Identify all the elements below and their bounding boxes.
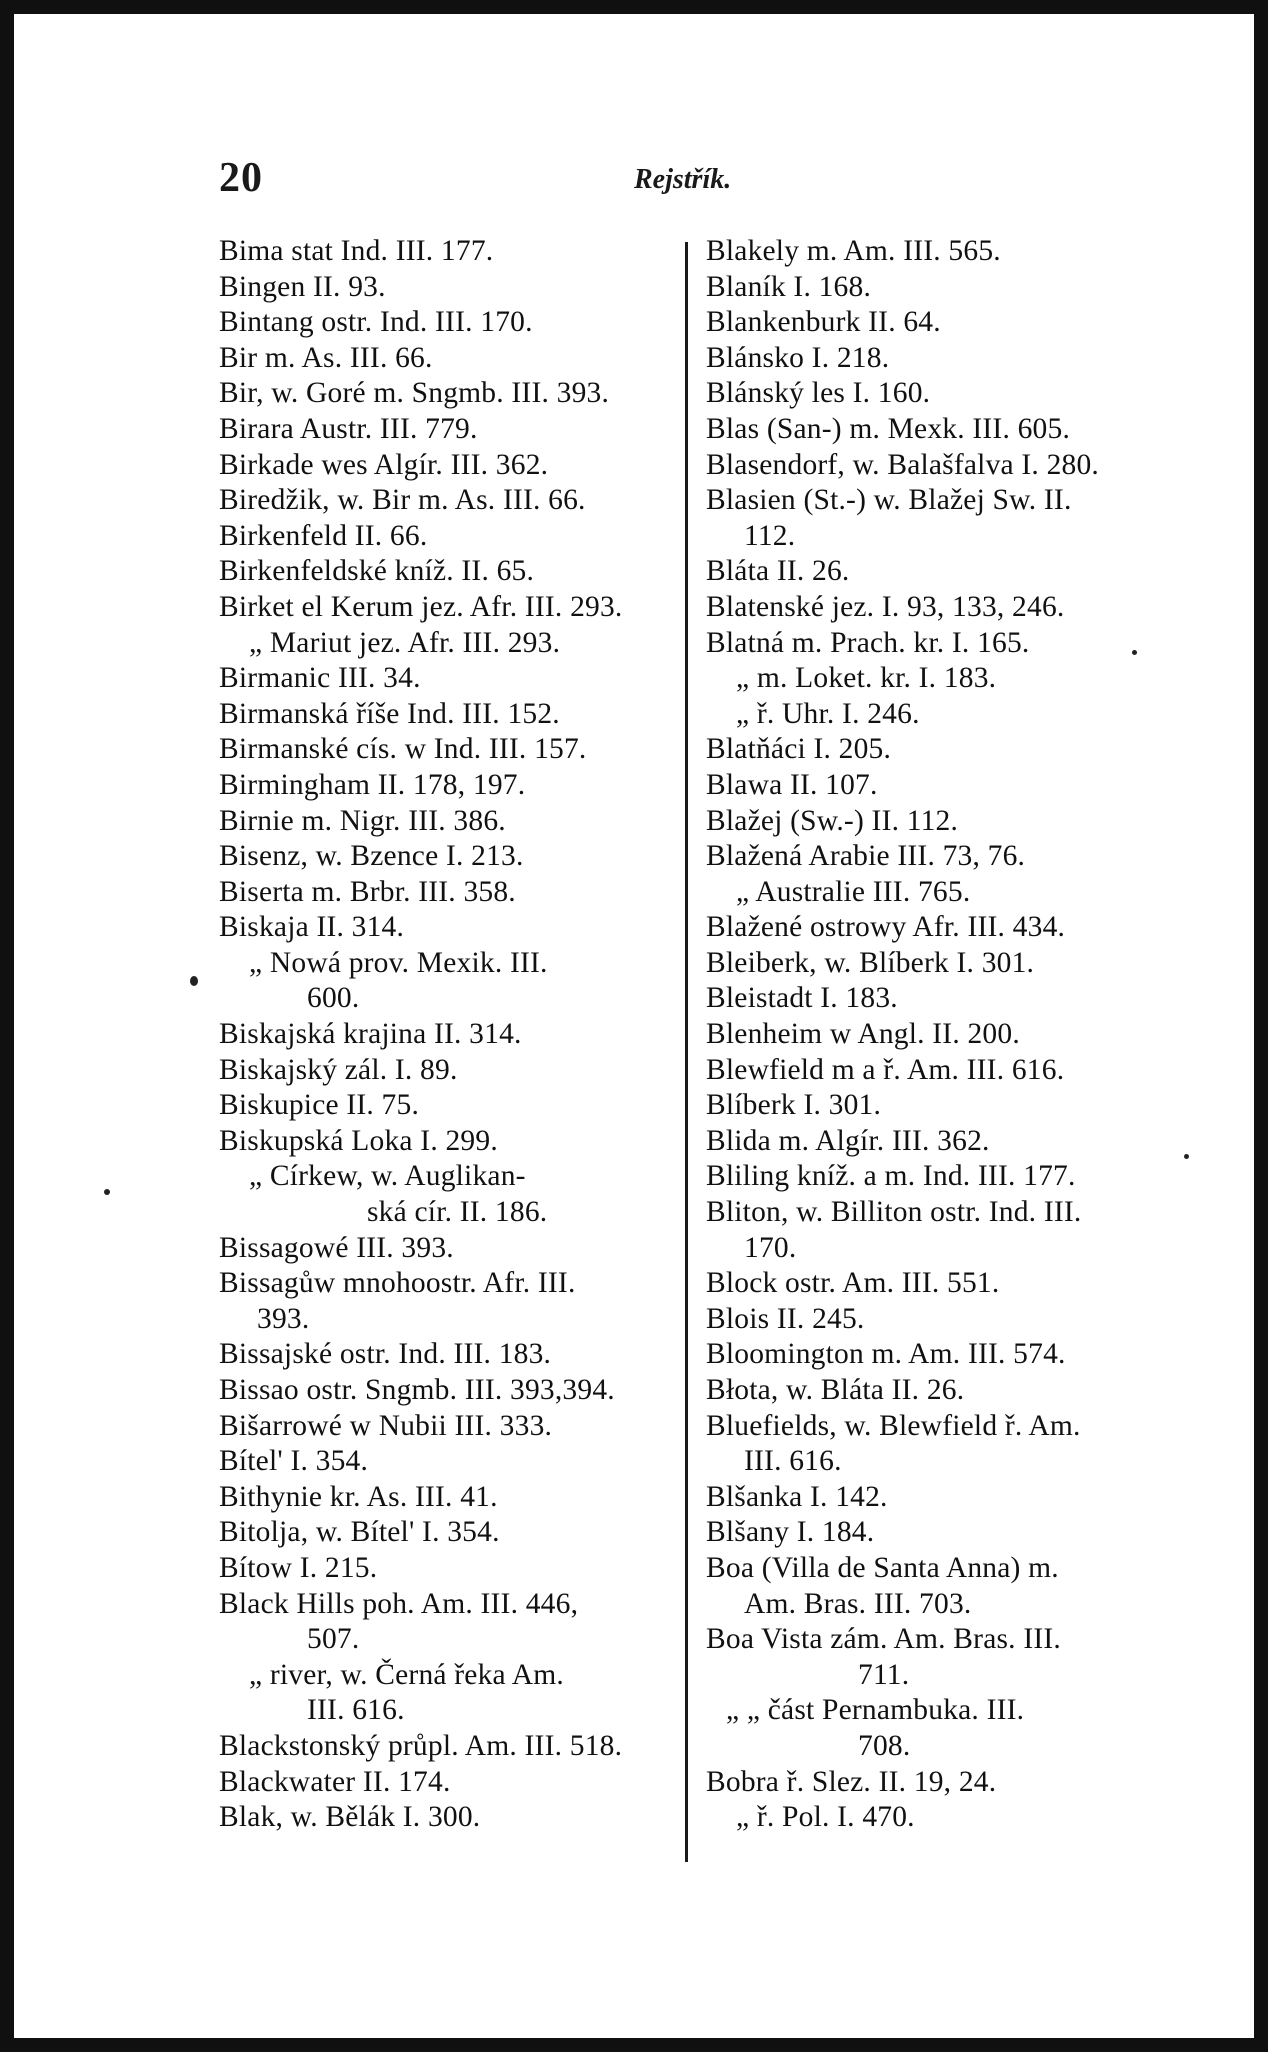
index-entry: 600. [307,982,360,1015]
index-entry: Blois II. 245. [706,1302,865,1335]
index-entry: Birnie m. Nigr. III. 386. [219,804,506,837]
index-entry: Blasien (St.-) w. Blažej Sw. II. [706,484,1072,517]
index-entry: Bloomington m. Am. III. 574. [706,1338,1066,1371]
index-entry: Blánsko I. 218. [706,341,890,374]
ink-speck [1184,1154,1189,1159]
index-entry: Biserta m. Brbr. III. 358. [219,875,516,908]
index-entry: Biskajská krajina II. 314. [219,1018,522,1051]
index-entry: Blenheim w Angl. II. 200. [706,1018,1020,1051]
index-entry: Blakely m. Am. III. 565. [706,235,1001,267]
index-entry: Blas (San-) m. Mexk. III. 605. [706,412,1071,445]
index-entry: Bima stat Ind. III. 177. [219,235,494,267]
index-entry: Bitolja, w. Bítel' I. 354. [219,1516,500,1549]
index-entry: 711. [858,1658,910,1691]
index-entry: 170. [744,1231,797,1264]
index-entry: Bissajské ostr. Ind. III. 183. [219,1338,552,1371]
index-entry: Bir m. As. III. 66. [219,341,433,374]
index-entry: „ ř. Pol. I. 470. [736,1801,915,1834]
index-entry: Bítow I. 215. [219,1551,378,1584]
index-entry: Blšany I. 184. [706,1516,875,1549]
index-entry: Blatňáci I. 205. [706,733,892,766]
index-entry: Blatenské jez. I. 93, 133, 246. [706,590,1065,623]
index-entry: „ m. Loket. kr. I. 183. [736,662,997,695]
index-entry: Blewfield m a ř. Am. III. 616. [706,1053,1065,1086]
index-entry: Błota, w. Bláta II. 26. [706,1374,965,1406]
book-page [14,14,1254,2038]
index-entry: Biredžik, w. Bir m. As. III. 66. [219,484,586,517]
index-entry: Blankenburk II. 64. [706,306,941,339]
index-entry: Black Hills poh. Am. III. 446, [219,1587,579,1620]
index-entry: „ „ část Pernambuka. III. [726,1694,1025,1727]
index-entry: Biskajský zál. I. 89. [219,1053,458,1086]
index-entry: Bluefields, w. Blewfield ř. Am. [706,1409,1081,1442]
index-entry: „ Nowá prov. Mexik. III. [249,946,548,979]
index-entry: Birmanská říše Ind. III. 152. [219,697,560,730]
index-entry: Blažená Arabie III. 73, 76. [706,840,1026,873]
index-entry: „ river, w. Černá řeka Am. [249,1658,565,1691]
index-entry: Bliling kníž. a m. Ind. III. 177. [706,1160,1076,1193]
index-entry: 393. [257,1302,310,1335]
index-entry: Biskaja II. 314. [219,911,405,944]
index-entry: Birkenfeld II. 66. [219,519,428,552]
index-entry: Bliton, w. Billiton ostr. Ind. III. [706,1196,1082,1229]
index-entry: Am. Bras. III. 703. [744,1587,972,1620]
index-entry: Bobra ř. Slez. II. 19, 24. [706,1765,997,1798]
index-entry: Bleiberk, w. Blíberk I. 301. [706,946,1035,979]
page-number: 20 [219,155,263,201]
index-entry: Birmanic III. 34. [219,662,421,695]
index-entry: Blažej (Sw.-) II. 112. [706,804,959,837]
index-column-right [706,234,1176,1836]
index-entry: Blšanka I. 142. [706,1480,888,1513]
index-entry: Bleistadt I. 183. [706,982,898,1015]
index-entry: Blak, w. Bělák I. 300. [219,1801,481,1834]
index-entry: Blíberk I. 301. [706,1089,882,1122]
index-entry: Bítel' I. 354. [219,1445,369,1478]
index-column-left [219,234,679,1836]
index-entry: „ Církew, w. Auglikan- [249,1160,526,1193]
index-entry: Birara Austr. III. 779. [219,412,478,445]
ink-speck [1132,650,1137,655]
ink-speck [104,1189,110,1195]
index-entry: Bissao ostr. Sngmb. III. 393,394. [219,1374,615,1406]
index-entry: Bisenz, w. Bzence I. 213. [219,840,524,873]
index-entry: Blažené ostrowy Afr. III. 434. [706,911,1066,944]
index-entry: Bišarrowé w Nubii III. 333. [219,1409,553,1442]
index-entry: Blackwater II. 174. [219,1765,451,1798]
index-entry: III. 616. [744,1445,842,1478]
index-entry: Blánský les I. 160. [706,377,931,410]
index-entry: Block ostr. Am. III. 551. [706,1267,1000,1300]
column-divider [685,242,688,1862]
index-entry: „ ř. Uhr. I. 246. [736,697,920,730]
index-entry: III. 616. [307,1694,405,1727]
index-entry: 708. [858,1729,911,1762]
index-entry: Bithynie kr. As. III. 41. [219,1480,498,1513]
index-entry: Bissagůw mnohoostr. Afr. III. [219,1267,576,1300]
index-entry: Biskupice II. 75. [219,1089,420,1122]
index-entry: „ Mariut jez. Afr. III. 293. [249,626,561,659]
index-entry: Blida m. Algír. III. 362. [706,1124,990,1157]
index-entry: „ Australie III. 765. [736,875,971,908]
index-entry: Blasendorf, w. Balašfalva I. 280. [706,448,1099,481]
index-entry: Bláta II. 26. [706,555,850,588]
index-entry: Blawa II. 107. [706,768,878,801]
index-entry: Birmingham II. 178, 197. [219,768,526,801]
ink-speck [190,976,198,986]
index-entry: Birkenfeldské kníž. II. 65. [219,555,535,588]
page-header [14,154,1254,214]
index-entry: Blatná m. Prach. kr. I. 165. [706,626,1030,659]
index-entry: Blaník I. 168. [706,270,872,303]
index-entry: Boa Vista zám. Am. Bras. III. [706,1623,1061,1656]
index-entry: ská cír. II. 186. [367,1196,548,1229]
index-entry: Blackstonský průpl. Am. III. 518. [219,1729,623,1762]
index-entry: Birkade wes Algír. III. 362. [219,448,549,481]
index-entry: 112. [744,519,796,552]
index-entry: 507. [307,1623,360,1656]
running-title: Rejstřík. [634,164,732,195]
index-entry: Boa (Villa de Santa Anna) m. [706,1551,1059,1584]
index-entry: Bir, w. Goré m. Sngmb. III. 393. [219,377,610,410]
index-entry: Birket el Kerum jez. Afr. III. 293. [219,590,623,623]
index-entry: Bissagowé III. 393. [219,1231,454,1264]
index-entry: Biskupská Loka I. 299. [219,1124,498,1157]
index-entry: Birmanské cís. w Ind. III. 157. [219,733,587,766]
index-entry: Bingen II. 93. [219,270,386,303]
index-entry: Bintang ostr. Ind. III. 170. [219,306,533,339]
